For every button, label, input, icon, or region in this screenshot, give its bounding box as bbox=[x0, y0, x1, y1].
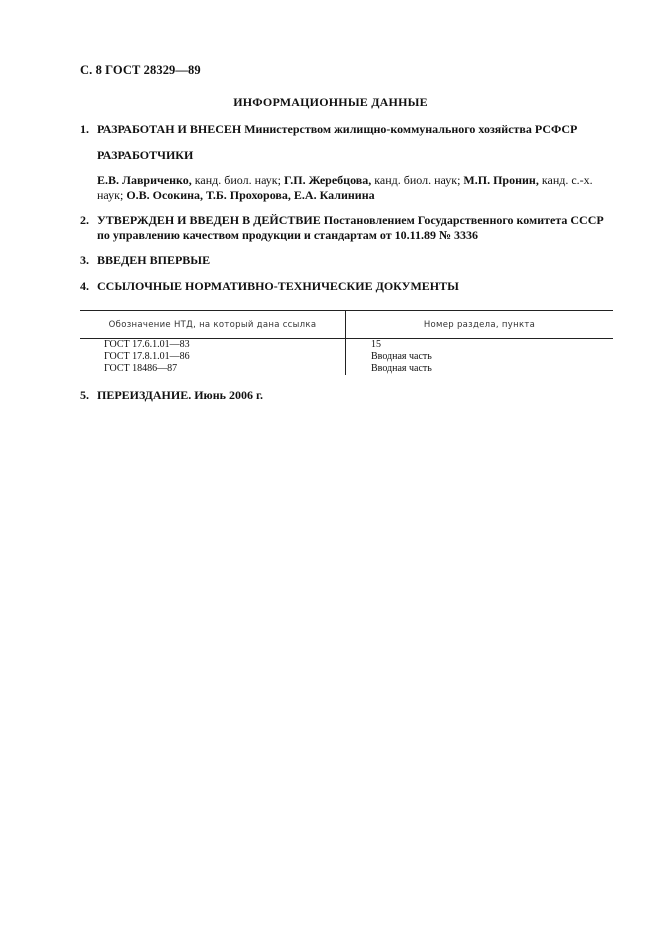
item-body bbox=[97, 253, 616, 268]
item-body bbox=[97, 213, 616, 243]
developer-degree: канд. биол. наук; bbox=[191, 173, 284, 187]
item-number: 2. bbox=[80, 213, 89, 227]
table-row bbox=[80, 351, 613, 363]
table-header-cell: Номер раздела, пункта bbox=[423, 319, 536, 330]
table-header-cell: Обозначение НТД, на который дана ссылка bbox=[80, 311, 346, 338]
item-text: Постановлением Государственного комитета СССР по управлению качеством продукции и стандартам от 10.11.89 № 3336 bbox=[97, 213, 604, 242]
reference-table bbox=[80, 310, 613, 375]
item-number: 3. bbox=[80, 253, 89, 267]
item-number: 4. bbox=[80, 279, 89, 293]
developer-degree: канд. биол. наук; bbox=[371, 173, 464, 187]
item-label: ВВЕДЕН ВПЕРВЫЕ bbox=[97, 253, 211, 267]
item-number: 5. bbox=[80, 388, 89, 402]
developer-name: М.П. Пронин, bbox=[463, 173, 539, 187]
table-cell-section: Вводная часть bbox=[371, 351, 432, 362]
developer-name: О.В. Осокина, Т.Б. Прохорова, Е.А. Калинина bbox=[126, 188, 375, 202]
item-label: ССЫЛОЧНЫЕ НОРМАТИВНО-ТЕХНИЧЕСКИЕ ДОКУМЕНТЫ bbox=[97, 279, 459, 293]
developer-name: Г.П. Жеребцова, bbox=[283, 173, 372, 187]
item-label: ПЕРЕИЗДАНИЕ. Июнь 2006 г. bbox=[97, 388, 264, 402]
item-label: УТВЕРЖДЕН И ВВЕДЕН В ДЕЙСТВИЕ bbox=[97, 213, 321, 227]
developers-heading: РАЗРАБОТЧИКИ bbox=[97, 148, 194, 162]
info-item-5 bbox=[80, 388, 616, 403]
table-row bbox=[80, 339, 613, 351]
table-header-row bbox=[80, 311, 613, 339]
table-cell-section: Вводная часть bbox=[371, 363, 432, 374]
info-item-3 bbox=[80, 253, 616, 268]
table-cell-document: ГОСТ 17.6.1.01—83 bbox=[80, 339, 346, 351]
developers-list bbox=[97, 173, 617, 203]
table-cell-section: 15 bbox=[371, 339, 381, 350]
table-cell-document: ГОСТ 17.8.1.01—86 bbox=[80, 351, 346, 363]
table-row bbox=[80, 363, 613, 375]
item-number: 1. bbox=[80, 122, 89, 136]
developer-name: Е.В. Лавриченко, bbox=[97, 173, 192, 187]
item-label: РАЗРАБОТАН И ВНЕСЕН bbox=[97, 122, 242, 136]
table-cell-document: ГОСТ 18486—87 bbox=[80, 363, 346, 375]
page-header: С. 8 ГОСТ 28329—89 bbox=[80, 63, 201, 77]
section-title: ИНФОРМАЦИОННЫЕ ДАННЫЕ bbox=[233, 95, 428, 109]
item-text: Министерством жилищно-коммунального хозяйства РСФСР bbox=[241, 122, 578, 136]
info-item-4 bbox=[80, 279, 616, 294]
developer-degree: канд. с.-х. наук; bbox=[97, 173, 593, 202]
info-item-1 bbox=[80, 122, 616, 137]
item-body bbox=[97, 279, 616, 294]
info-item-2 bbox=[80, 213, 616, 243]
item-body bbox=[97, 122, 616, 137]
item-body bbox=[97, 388, 616, 403]
